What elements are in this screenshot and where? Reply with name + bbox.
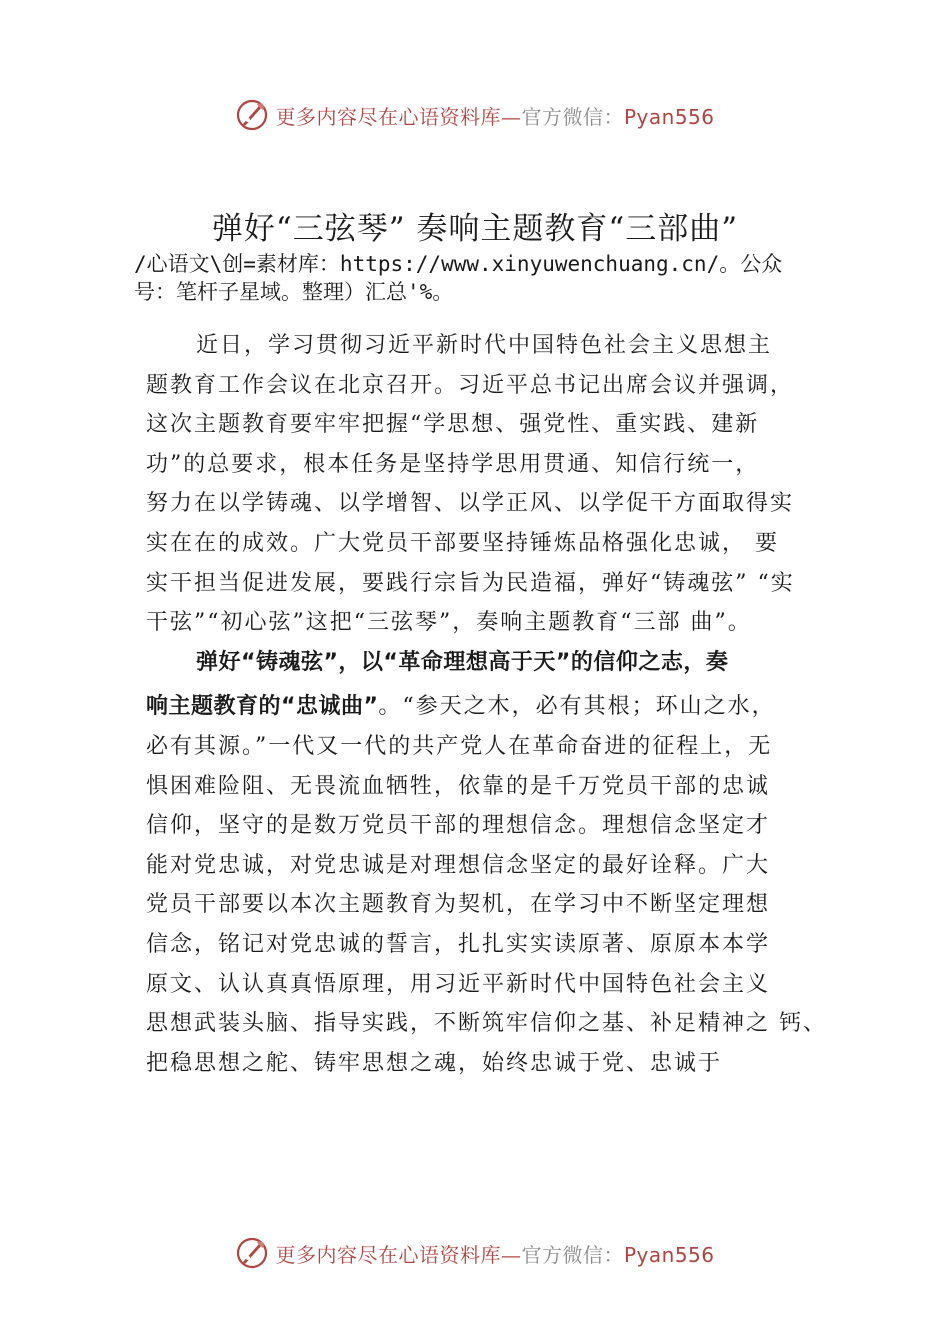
paragraph-line: 实干担当促进发展，要践行宗旨为民造福，弹好“铸魂弦” “实: [146, 570, 795, 596]
paragraph-line: 题教育工作会议在北京召开。习近平总书记出席会议并强调，: [146, 372, 795, 398]
paragraph-line: 干弦”“初心弦”这把“三弦琴”，奏响主题教育“三部 曲”。: [146, 610, 752, 636]
paragraph-line: 思想武装头脑、指导实践，不断筑牢信仰之基、补足精神之 钙、: [146, 1011, 827, 1037]
banner-slogan: 更多内容尽在心语资料库: [275, 1242, 501, 1267]
section-heading-bold: 响主题教育的“忠诚曲”: [146, 694, 379, 720]
source-line: 号：笔杆子星域。整理）汇总'%。: [134, 280, 454, 304]
paragraph-line: 惧困难险阻、无畏流血牺牲，依靠的是千万党员干部的忠诚: [146, 773, 771, 799]
section-heading-continuation: [146, 687, 846, 727]
paragraph-line: 党员干部要以本次主题教育为契机，在学习中不断坚定理想: [146, 892, 771, 918]
paragraph-line: 把稳思想之舵、铸牢思想之魂，始终忠诚于党、忠诚于: [146, 1050, 723, 1076]
section-heading: 弹好“铸魂弦”，以“革命理想高于天”的信仰之志，奏: [196, 649, 729, 675]
paragraph-line: 信仰，坚守的是数万党员干部的理想信念。理想信念坚定才: [146, 813, 771, 839]
source-note: [134, 250, 846, 306]
banner-wechat-id: Pyan556: [623, 1242, 715, 1267]
document-title: 弹好“三弦琴” 奏响主题教育“三部曲”: [211, 211, 739, 247]
banner-text: [275, 1239, 714, 1268]
paragraph-line: 信念，铭记对党忠诚的誓言，扎扎实实读原著、原原本本学: [146, 931, 771, 957]
paragraph-line: 这次主题教育要牢牢把握“学思想、强党性、重实践、建新: [146, 412, 760, 438]
paragraph-line: 实在在的成效。广大党员干部要坚持锤炼品格强化忠诚， 要: [146, 530, 779, 556]
banner-wechat-id: Pyan556: [623, 104, 715, 129]
source-line: /心语文\创=素材库：https://www.xinyuwenchuang.cn/。公众: [134, 252, 783, 276]
paragraph-text: 。“参天之木，必有其根；环山之水，: [378, 694, 776, 720]
banner-text: [275, 101, 714, 130]
paragraph-line: 努力在以学铸魂、以学增智、以学正风、以学促干方面取得实: [146, 491, 795, 517]
footer-banner: [0, 1233, 950, 1273]
header-banner: [0, 95, 950, 135]
banner-wechat-label: 官方微信：: [521, 1242, 624, 1267]
paragraph-line: 必有其源。”一代又一代的共产党人在革命奋进的征程上，无: [146, 733, 773, 759]
banner-separator: —: [500, 104, 522, 129]
document-body: [146, 326, 846, 1083]
banner-slogan: 更多内容尽在心语资料库: [275, 104, 501, 129]
paragraph-line: 近日，学习贯彻习近平新时代中国特色社会主义思想主: [196, 333, 773, 358]
paragraph-line: 功”的总要求，根本任务是坚持学思用贯通、知信行统一，: [146, 451, 760, 477]
quill-logo-icon: [235, 98, 269, 132]
banner-wechat-label: 官方微信：: [521, 104, 624, 129]
paragraph-line: 能对党忠诚，对党忠诚是对理想信念坚定的最好诠释。广大: [146, 852, 771, 878]
banner-separator: —: [500, 1242, 522, 1267]
paragraph-line: 原文、认认真真悟原理，用习近平新时代中国特色社会主义: [146, 971, 771, 997]
quill-logo-icon: [235, 1236, 269, 1270]
